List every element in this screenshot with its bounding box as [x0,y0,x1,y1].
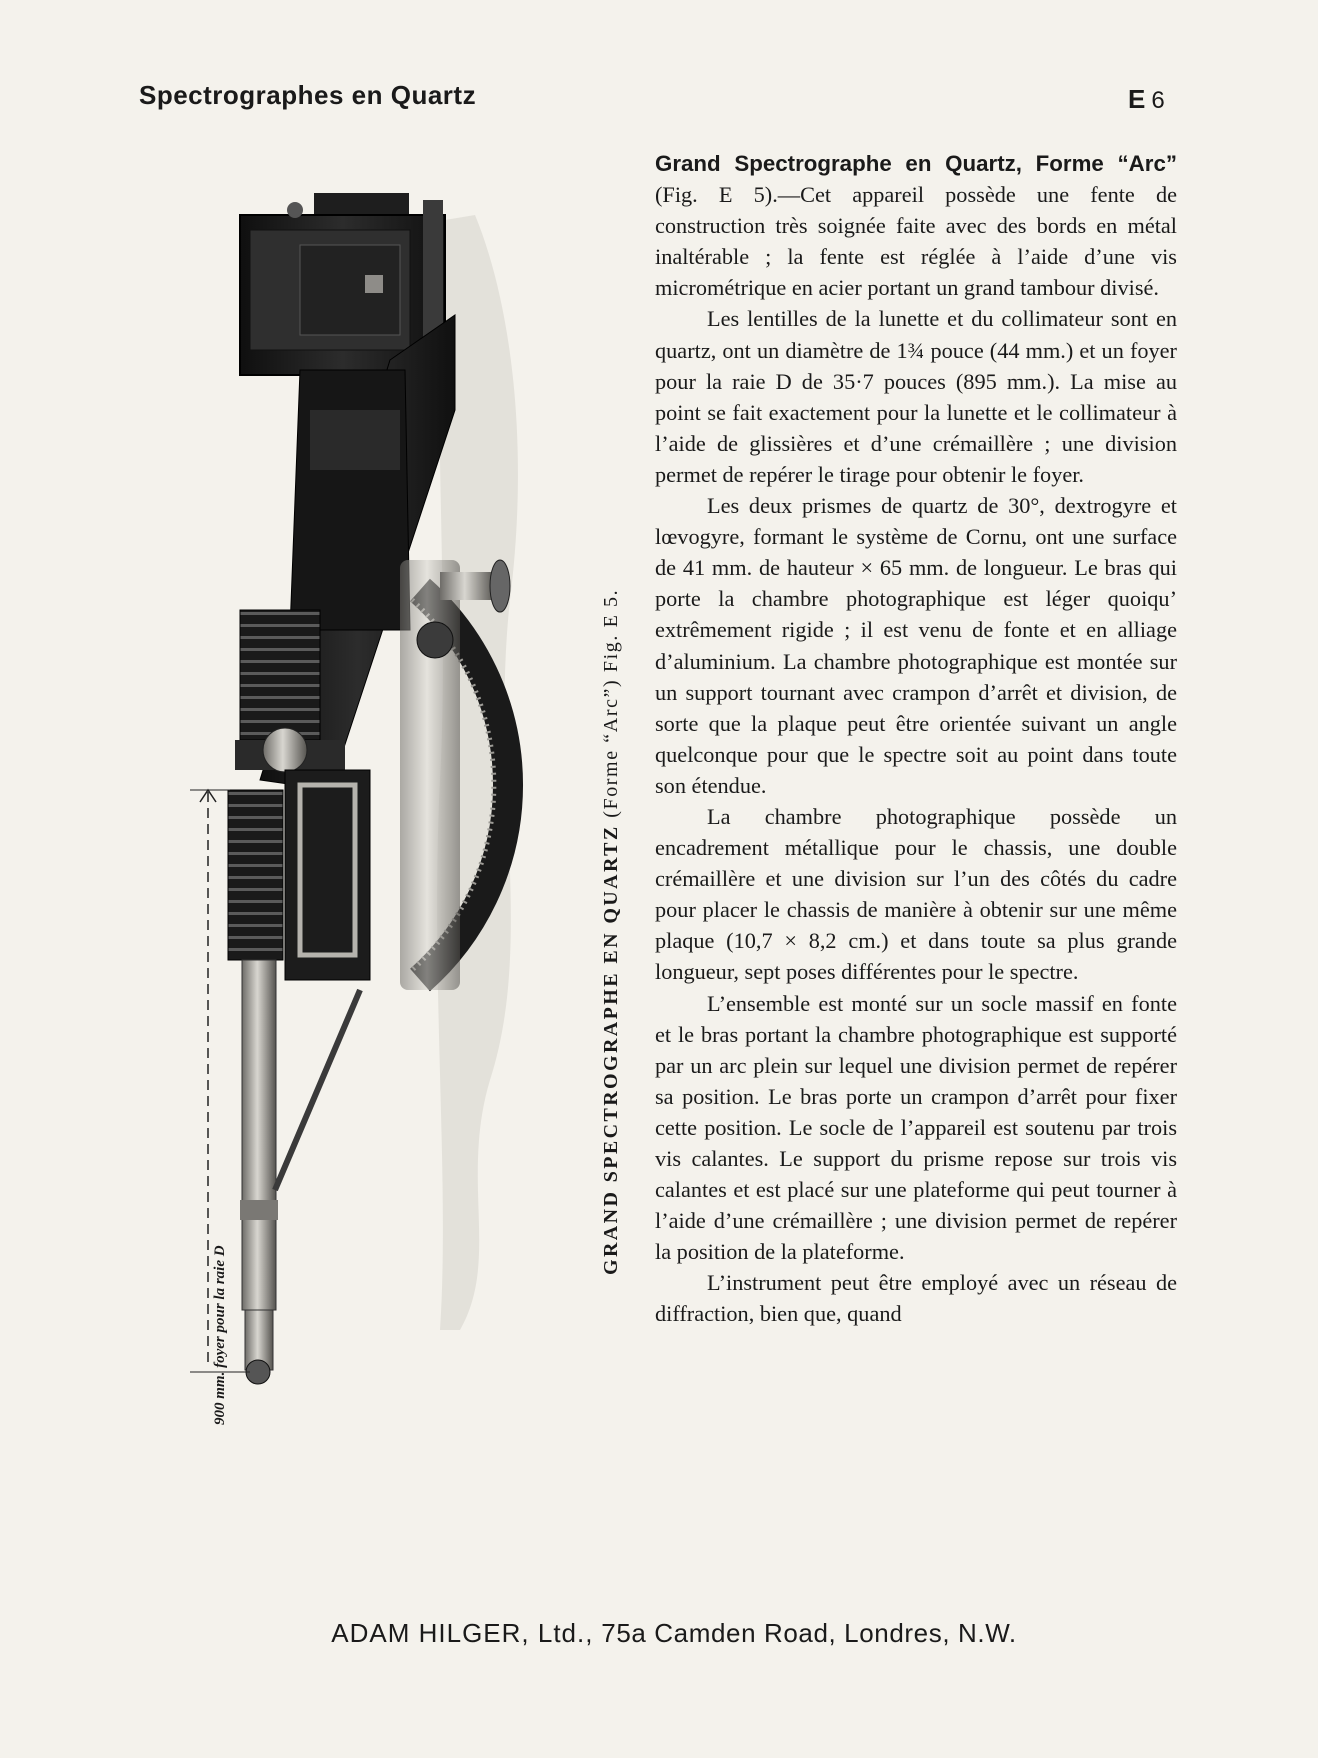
figure-caption-title: GRAND SPECTROGRAPHE EN QUARTZ [600,824,622,1275]
publisher-footer [0,1618,1318,1649]
paragraph-6: L’instrument peut être employé avec un réseau de diffraction, bien que, quand [655,1270,1177,1327]
section-heading: Grand Spectrographe en Quartz, Forme “Arc” [655,151,1177,176]
figure-caption-form: (Forme “Arc”) [600,678,622,818]
publisher-name: ADAM HILGER, Ltd., [331,1618,594,1648]
spectrograph-illustration [190,180,630,1540]
paragraph-3: Les deux prismes de quartz de 30°, dextrogyre et lœvogyre, formant le système de Cornu, ont une surface de 41 mm. de hauteur × 65 mm. de longueur. Le bras qui porte la chambre photographique est léger quoiqu’ extrêmement rigide ; il est venu de fonte et en alliage d’aluminium. La chambre photographique est montée sur un support tournant avec crampon d’arrêt et division, de sorte que la plaque peut être orientée suivant un angle quelconque pour que le spectre soit au point dans toute son étendue. [655,493,1177,798]
dimension-label: 900 mm. foyer pour la raie D [212,1245,228,1425]
paragraph-4: La chambre photographique possède un encadrement métallique pour le chassis, une double crémaillère et une division sur l’un des côtés du cadre pour placer le chassis de manière à obtenir sur une même plaque (10,7 × 8,2 cm.) et dans toute sa plus grande longueur, sept poses différentes pour le spectre. [655,803,1177,985]
publisher-address: 75a Camden Road, Londres, N.W. [601,1618,1017,1648]
body-text [655,148,1177,1330]
page-number-value: 6 [1151,87,1165,114]
paragraph-5: L’ensemble est monté sur un socle massif en fonte et le bras portant la chambre photographique est supporté par un arc plein sur lequel une division permet de repérer sa position. Le bras porte un crampon d’arrêt pour fixer cette position. Le socle de l’appareil est soutenu par trois vis calantes. Le support du prisme repose sur trois vis calantes et est placé sur une plateforme qui peut tourner à l’aide d’une crémaillère ; une division permet de repérer la position de la plateforme. [655,990,1177,1265]
paragraph-2: Les lentilles de la lunette et du collimateur sont en quartz, ont un diamètre de 1¾ pouce (44 mm.) et un foyer pour la raie D de 35·7 pouces (895 mm.). La mise au point se fait exactement pour la lunette et le collimateur à l’aide de glissières et d’une crémaillère ; une division permet de repérer le tirage pour obtenir le foyer. [655,306,1177,487]
page-letter: E [1128,84,1146,114]
figure-caption-number: Fig. E 5. [600,588,622,673]
running-title: Spectrographes en Quartz [139,80,477,110]
page-number [1128,84,1165,115]
paragraph-1 [655,148,1177,303]
paragraph-1-text: (Fig. E 5).—Cet appareil possède une fente de construction très soignée faite avec des bords en métal inaltérable ; la fente est réglée à l’aide d’une vis micrométrique en acier portant un grand tambour divisé. [655,182,1177,301]
